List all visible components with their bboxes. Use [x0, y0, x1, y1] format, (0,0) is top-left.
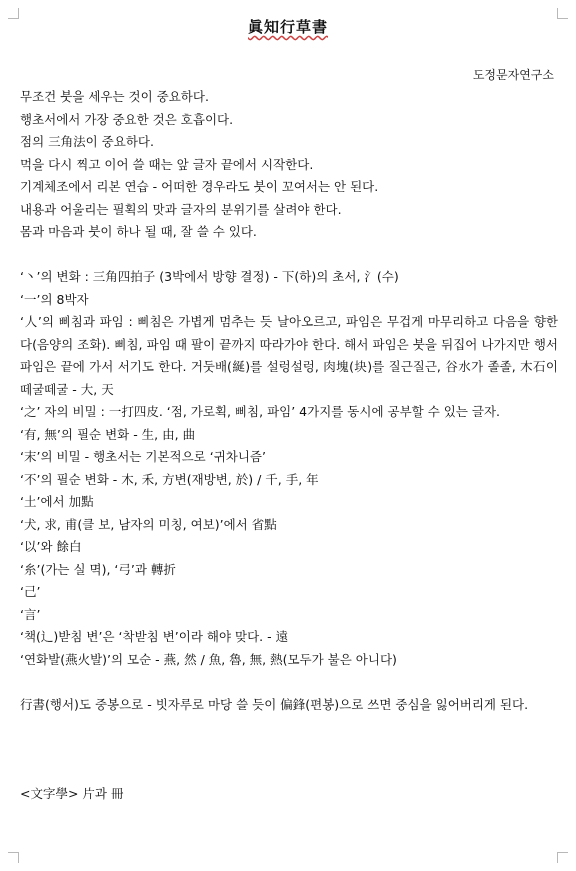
closing-paragraph: 行書(행서)도 중봉으로 - 빗자루로 마당 쓸 듯이 偏鋒(편봉)으로 쓰면 중심을 잃어버리게 된다. — [20, 696, 529, 712]
paragraph-gap — [20, 671, 558, 694]
intro-line: 무조건 붓을 세우는 것이 중요하다. — [20, 89, 209, 104]
paragraph-gap — [20, 244, 558, 267]
organization-name: 도정문자연구소 — [472, 68, 554, 82]
intro-line: 행초서에서 가장 중요한 것은 호흡이다. — [20, 111, 234, 127]
intro-line: 기계체조에서 리본 연습 - 어떠한 경우라도 붓이 꼬여서는 안 된다. — [20, 179, 379, 194]
note-line: ‘言’ — [20, 606, 41, 622]
note-line: ‘以’와 餘白 — [20, 539, 82, 554]
note-line: ‘犬, 求, 甫(클 보, 남자의 미칭, 여보)’에서 省點 — [20, 516, 277, 532]
note-line: ‘土’에서 加點 — [20, 494, 94, 509]
paragraph-gap — [20, 716, 558, 783]
note-line: ‘之’ 자의 비밀 : 一打四皮. ‘점, 가로획, 삐침, 파임’ 4가지를 동시에 공부할 수 있는 글자. — [20, 404, 501, 419]
intro-line: 내용과 어울리는 필획의 맛과 글자의 분위기를 살려야 한다. — [20, 201, 342, 217]
page-corner-mark — [557, 852, 568, 863]
note-line: ‘不’의 필순 변화 - 木, 禾, 方변(재방변, 於) / 千, 手, 年 — [20, 471, 319, 487]
note-line: ‘一’의 8박자 — [20, 291, 89, 307]
document-body — [20, 86, 558, 806]
document-title: 眞知行草書 — [247, 18, 328, 36]
page-corner-mark — [8, 852, 19, 863]
note-line: ‘末’의 비밀 - 행초서는 기본적으로 ‘귀차니즘’ — [20, 449, 266, 464]
intro-line: 점의 三角法이 중요하다. — [20, 134, 154, 149]
intro-line: 먹을 다시 찍고 이어 쓸 때는 앞 글자 끝에서 시작한다. — [20, 156, 314, 172]
note-line: ‘책(辶)받침 변’은 ‘착받침 변’이라 해야 맞다. - 遠 — [20, 629, 289, 644]
note-line: ‘연화발(燕火발)’의 모순 - 燕, 然 / 魚, 魯, 無, 熱(모두가 불은 아니다) — [20, 651, 397, 667]
footer-note: <文字學> 片과 冊 — [20, 786, 124, 801]
note-line: ‘有, 無’의 필순 변화 - 生, 由, 曲 — [20, 426, 196, 442]
note-line: ‘丶’의 변화 : 三角四拍子 (3박에서 방향 결정) - 下(하)의 초서, 氵(수) — [20, 269, 399, 284]
note-line: ‘己’ — [20, 584, 41, 599]
intro-line: 몸과 마음과 붓이 하나 될 때, 잘 쓸 수 있다. — [20, 224, 257, 239]
note-line: ‘糸’(가는 실 멱), ‘弓’과 轉折 — [20, 561, 176, 577]
note-line: ‘人’의 삐침과 파임 : 삐침은 가볍게 멈추는 듯 날아오르고, 파임은 무겁게 마무리하고 다음을 향한다(음양의 조화). 삐침, 파임 때 팔이 끝까지 따라가야 한다. 해서 파임은 붓을 뒤집어 나가지만 행서 파임은 끝에 가서 서기도 한다. 거둣배(綖)를 설렁설렁, 肉塊(块)를 질근질근, 谷水가 졸졸, 木石이 떼굴떼굴 - 大, 天 — [20, 314, 558, 397]
